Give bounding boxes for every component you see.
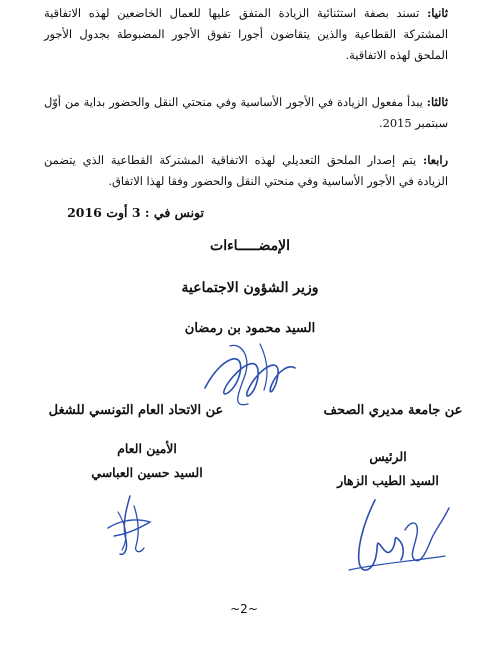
president-signature: [345, 490, 455, 580]
paragraph-third: [44, 92, 448, 134]
paragraph-text: يبدأ مفعول الزيادة في الأجور الأساسية وفي منحتي النقل والحضور بداية من أوّل سبتمبر 2015.: [44, 95, 448, 130]
president-title: الرئيس: [369, 449, 407, 464]
party-press-directors: عن جامعة مديري الصحف: [323, 403, 463, 418]
secretary-general-name: السيد حسين العباسي: [91, 465, 203, 480]
paragraph-label: ثالثا:: [426, 95, 448, 109]
paragraph-second: [44, 3, 448, 66]
minister-signature: [200, 338, 300, 410]
date-line: تونس في : 3 أوت 2016: [67, 205, 204, 220]
party-ugtt: عن الاتحاد العام التونسي للشغل: [48, 403, 224, 418]
paragraph-text: تسند بصفة استثنائية الزيادة المتفق عليها للعمال الخاضعين لهذه الاتفاقية المشتركة القطاعية والذين يتقاضون أجورا تفوق الأجور المضبوطة بجدول الأجور الملحق لهذه الاتفاقية.: [44, 6, 448, 62]
minister-title: وزير الشؤون الاجتماعية: [181, 280, 319, 296]
signatures-heading: الإمضـــــاءات: [210, 238, 290, 254]
secretary-general-signature: [100, 492, 160, 558]
paragraph-text: يتم إصدار الملحق التعديلي لهذه الاتفاقية المشتركة القطاعية الذي يتضمن الزيادة في الأجور الأساسية وفي منحتي النقل والحضور وفقا لهذا الاتفاق.: [44, 153, 448, 188]
president-name: السيد الطيب الزهار: [337, 473, 439, 488]
minister-name: السيد محمود بن رمضان: [184, 321, 316, 336]
paragraph-label: ثانيا:: [427, 6, 448, 20]
paragraph-label: رابعا:: [422, 153, 448, 167]
paragraph-fourth: [44, 150, 448, 192]
secretary-general-title: الأمين العام: [117, 441, 177, 456]
page-number: ~2~: [230, 602, 258, 616]
